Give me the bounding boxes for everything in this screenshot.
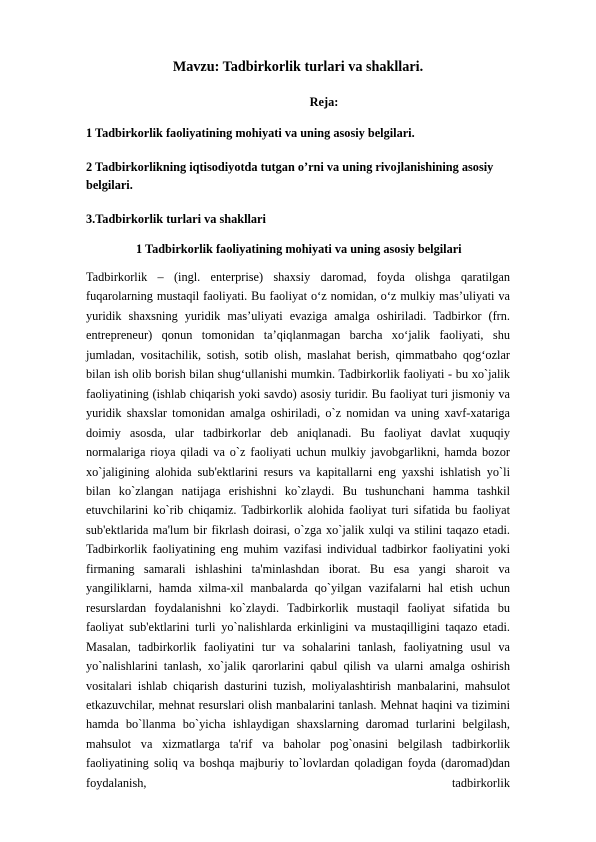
plan-item-3: 3.Tadbirkorlik turlari va shakllari [86,212,266,226]
document-title: Mavzu: Tadbirkorlik turlari va shakllari. [172,59,424,75]
plan-list [86,210,526,228]
body-paragraph: Tadbirkorlik – (ingl. enterprise) shaxsiy daromad, foyda olishga qaratilgan fuqarolarning mustaqil faoliyati. Bu faoliyat o‘z nomidan, o‘z mulkiy mas’uliyati va yuridik shaxsning yuridik mas’uliyati evaziga amalga oshiriladi. Tadbirkor (frn. entrepreneur) qonun tomonidan ta’qiqlanmagan barcha xo‘jalik faoliyati, shu jumladan, vositachilik, sotish, sotib olish, maslahat berish, qimmatbaho qog‘ozlar bilan ish olib borish bilan shug‘ullanishi mumkin. Tadbirkorlik faoliyati - bu xo`jalik faoliyatining (ishlab chiqarish yoki savdo) asosiy turidir. Bu faoliyat turi jismoniy va yuridik shaxslar tomonidan amalga oshiriladi, o`z nomidan va uning xavf-xatariga doimiy asosda, ular tadbirkorlar deb aniqlanadi. Bu faoliyat davlat xuquqiy normalariga rioya qiladi va o`z faoliyati uchun mulkiy javobgarlikni, hamda bozor xo`jaligining alohida sub'ektlarini resurs va kapitallarni eng yaxshi ishlatish yo`li bilan ko`zlangan natijaga erishishni ko`zlaydi. Bu tushunchani hamma tashkil etuvchilarini ko`rib chiqamiz. Tadbirkorlik alohida faoliyat turi sifatida bu faoliyat sub'ektlarida ma'lum bir fikrlash doirasi, o`zga xo`jalik xulqi va stilini taqazo etadi. Tadbirkorlik faoliyatining eng muhim vazifasi individual tadbirkor faoliyatini yoki firmaning samarali ishlashini ta'minlashdan iborat. Bu esa yangi sharoit va yangiliklarni, hamda xilma-xil manbalarda qo`yilgan vazifalarni hal etish uchun resurslardan foydalanishni ko`zlaydi. Tadbirkorlik mustaqil faoliyat sifatida bu faoliyat sub'ektlarini turli yo`nalishlarda erkinligini va mustaqilligini taqazo etadi. Masalan, tadbirkorlik faoliyatini tur va sohalarini tanlash, faoliyatning usul va yo`nalishlarini tanlash, xo`jalik qarorlarini qabul qilish va ularni amalga oshirish vositalari ishlab chiqarish dasturini tuzish, moliyalashtirish manbalarini, mahsulot etkazuvchilar, mehnat resurslari olish manbalarini tanlash. Mehnat haqini va tizimini hamda bo`llanma bo`yicha ishlaydigan shaxslarning daromad turlarini belgilash, mahsulot va xizmatlarga ta'rif va baholar pog`onasini belgilash tadbirkorlik faoliyatining soliq va boshqa majburiy to`lovlardan qoladigan foyda (daromad)dan foydalanish, tadbirkorlik [86,270,510,790]
section-heading: 1 Tadbirkorlik faoliyatining mohiyati va uning asosiy belgilari [136,242,462,256]
plan-list [86,158,526,194]
plan-item-1: 1 Tadbirkorlik faoliyatining mohiyati va uning asosiy belgilari. [86,126,415,140]
plan-item-2: 2 Tadbirkorlikning iqtisodiyotda tutgan o’rni va uning rivojlanishining asosiy belgilari. [86,160,494,192]
plan-heading: Reja: [309,95,339,109]
plan-list [86,124,526,142]
